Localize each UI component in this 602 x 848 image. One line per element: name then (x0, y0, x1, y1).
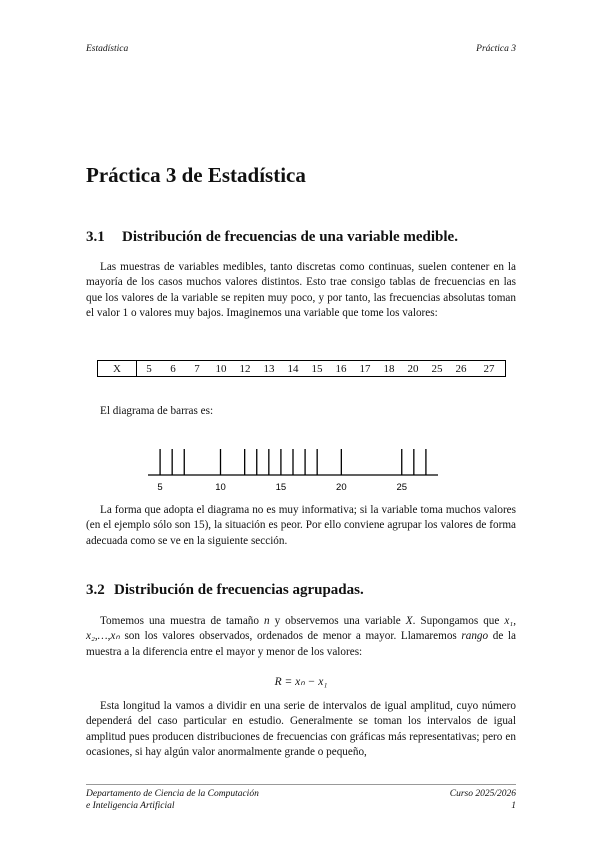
values-row (98, 361, 506, 377)
value-cell: 14 (281, 361, 305, 377)
tick-label: 20 (336, 482, 347, 493)
variable-n: n (263, 615, 270, 627)
tick-label: 10 (215, 482, 226, 493)
section-title: Distribución de frecuencias de una variable medible. (122, 229, 458, 245)
section2-paragraph-2: Esta longitud la vamos a dividir en una serie de intervalos de igual amplitud, cuyo número dependerá del caso particular en estudio. Generalmente se toman los intervalos de igual amplitud pues producen distribuciones de frecuencias con gráficas más representativas; pero en ocasiones, si hay algún valor anormalmente grande o pequeño, (86, 700, 516, 758)
variable-x: X (405, 615, 413, 627)
value-cell: 25 (425, 361, 449, 377)
diagram-intro: El diagrama de barras es: (100, 405, 214, 417)
text-run: . Supongamos que (412, 615, 505, 627)
tick-label: 15 (275, 482, 287, 493)
section-heading-3-2 (86, 582, 364, 599)
value-cell: 5 (137, 361, 162, 377)
footer-left (86, 788, 259, 812)
running-header-left: Estadística (86, 44, 129, 54)
observed-values: x₁, x₂,…,xₙ (86, 615, 516, 643)
values-table (97, 360, 506, 377)
text-run: son los valores observados, ordenados de menor a mayor. Llamaremos (119, 630, 462, 643)
bar-diagram (148, 446, 438, 496)
term-rango: rango (461, 630, 489, 643)
value-cell: 20 (401, 361, 425, 377)
footer-department: Departamento de Ciencia de la Computación (86, 789, 259, 799)
footer-department-2: e Inteligencia Artificial (86, 801, 175, 811)
footer-course: Curso 2025/2026 (449, 789, 516, 799)
section-heading-3-1 (86, 229, 458, 246)
variable-label: X (98, 361, 137, 377)
section1-paragraph-2: La forma que adopta el diagrama no es muy informativa; si la variable toma muchos valores (en el ejemplo sólo son 15), la situación es peor. Por ello conviene agrupar los valores de forma adecuada como se ve en la siguiente sección. (86, 504, 516, 547)
value-cell: 6 (161, 361, 185, 377)
footer-right (450, 788, 516, 812)
text-run: Tomemos una muestra de tamaño (100, 615, 264, 627)
text-run: de la muestra a la diferencia entre el mayor y menor de los valores: (86, 630, 516, 658)
value-cell: 27 (473, 361, 506, 377)
section1-paragraph-1: Las muestras de variables medibles, tanto discretas como continuas, suelen contener en la mayoría de los casos muchos valores distintos. Esto trae consigo tablas de frecuencias en las que los valores de la variable se repiten muy poco, y por tanto, las frecuencias absolutas toman el valor 1 o valores muy bajos. Imaginemos una variable que tome los valores: (86, 261, 516, 319)
running-header-right: Práctica 3 (476, 44, 516, 54)
page-number: 1 (511, 801, 516, 811)
footer-divider (86, 784, 516, 785)
value-cell: 18 (377, 361, 401, 377)
section-title: Distribución de frecuencias agrupadas. (114, 582, 364, 598)
value-cell: 7 (185, 361, 209, 377)
value-cell: 26 (449, 361, 473, 377)
value-cell: 17 (353, 361, 377, 377)
value-cell: 12 (233, 361, 257, 377)
value-cell: 16 (329, 361, 353, 377)
range-formula: R = xₙ − x₁ (274, 676, 328, 688)
section-number: 3.1 (86, 229, 105, 245)
tick-label: 5 (157, 482, 163, 493)
tick-label: 25 (396, 482, 408, 493)
value-cell: 13 (257, 361, 281, 377)
section-number: 3.2 (86, 582, 105, 598)
text-run: y observemos una variable (269, 615, 406, 627)
page-title: Práctica 3 de Estadística (86, 163, 306, 187)
value-cell: 10 (209, 361, 233, 377)
value-cell: 15 (305, 361, 329, 377)
section2-paragraph-1 (86, 614, 516, 660)
